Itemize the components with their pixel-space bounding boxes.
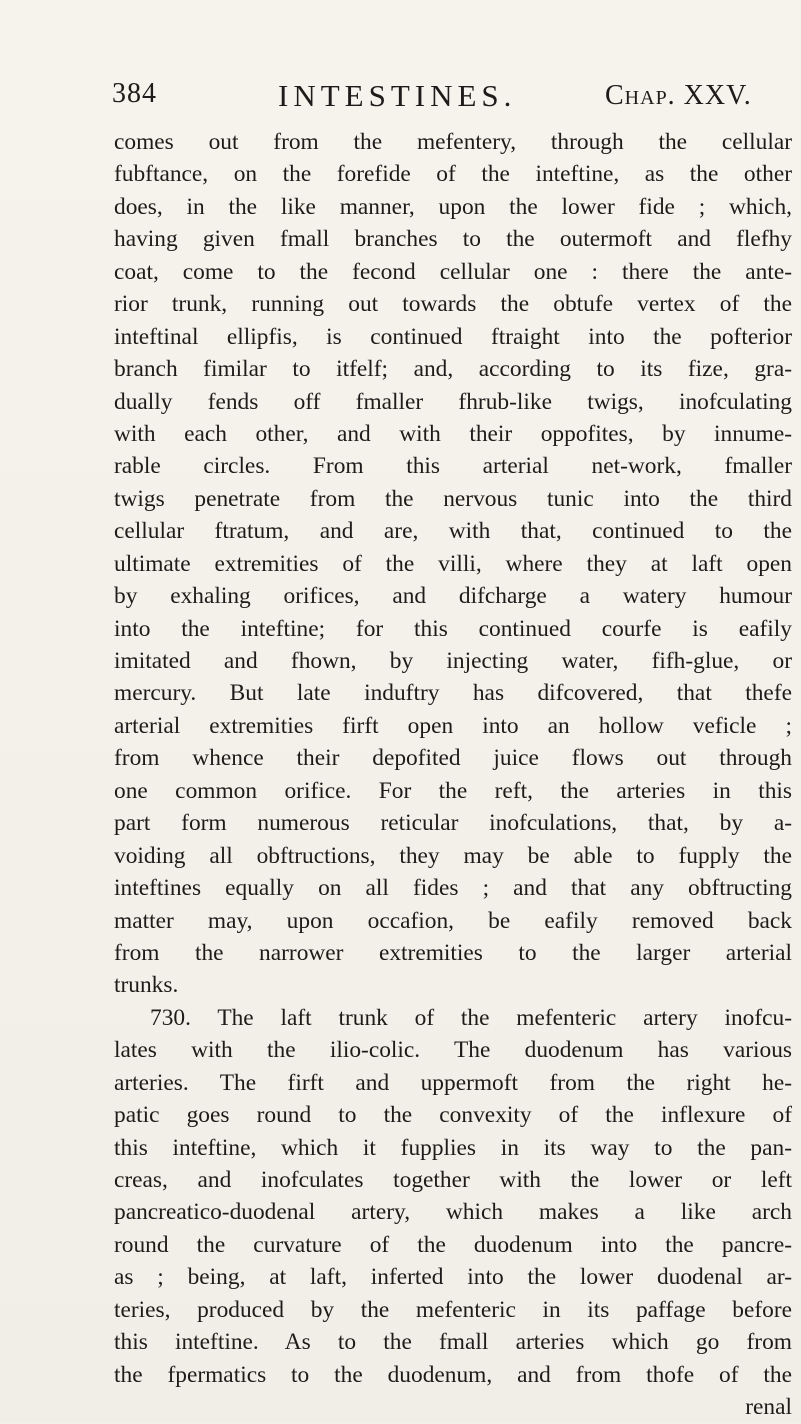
chapter-label: Chap. XXV. xyxy=(605,80,752,111)
text-line: inteftines equally on all fides ; and that any obftructing xyxy=(114,875,792,902)
text-line: as ; being, at laft, inferted into the lower duodenal ar- xyxy=(114,1264,792,1291)
text-line: matter may, upon occafion, be eafily removed back xyxy=(114,907,792,934)
text-line: twigs penetrate from the nervous tunic into the third xyxy=(114,485,792,512)
text-line: into the inteftine; for this continued courfe is eafily xyxy=(114,615,792,642)
text-line: round the curvature of the duodenum into the pancre- xyxy=(114,1231,792,1258)
text-line: dually fends off fmaller fhrub-like twigs, inofculating xyxy=(114,388,792,415)
text-line: patic goes round to the convexity of the inflexure of xyxy=(114,1102,792,1129)
paragraph-start-line: 730. The laft trunk of the mefenteric artery inofcu- xyxy=(150,1004,792,1031)
text-line: coat, come to the fecond cellular one : there the ante- xyxy=(114,258,792,285)
text-line: with each other, and with their oppofites, by innume- xyxy=(114,420,792,447)
text-line: comes out from the mefentery, through the cellular xyxy=(114,129,792,155)
text-line: rior trunk, running out towards the obtufe vertex of the xyxy=(114,291,792,318)
text-line: branch fimilar to itfelf; and, according to its fize, gra- xyxy=(114,356,792,383)
body-text xyxy=(114,126,792,1424)
text-line: having given fmall branches to the outermoft and flefhy xyxy=(114,226,792,253)
text-line: imitated and fhown, by injecting water, fifh-glue, or xyxy=(114,648,792,674)
text-line: one common orifice. For the reft, the arteries in this xyxy=(114,777,792,804)
text-line: pancreatico-duodenal artery, which makes a like arch xyxy=(114,1199,792,1226)
text-line: does, in the like manner, upon the lower fide ; which, xyxy=(114,193,792,220)
text-line: rable circles. From this arterial net-work, fmaller xyxy=(114,453,792,480)
page-header xyxy=(112,78,792,120)
text-line: arteries. The firft and uppermoft from the right he- xyxy=(114,1069,792,1096)
text-line: from the narrower extremities to the larger arterial xyxy=(114,939,792,966)
text-line: voiding all obftructions, they may be able to fupply the xyxy=(114,842,792,869)
text-line: inteftinal ellipfis, is continued ftraight into the pofterior xyxy=(114,323,792,350)
text-line: lates with the ilio-colic. The duodenum has various xyxy=(114,1037,792,1064)
text-line: this inteftine, which it fupplies in its way to the pan- xyxy=(114,1134,792,1161)
text-line: the fpermatics to the duodenum, and from thofe of the xyxy=(114,1361,792,1388)
text-line: trunks. xyxy=(114,972,179,999)
text-line: arterial extremities firft open into an hollow veficle ; xyxy=(114,712,792,739)
text-line: part form numerous reticular inofculations, that, by a- xyxy=(114,810,792,837)
text-line: from whence their depofited juice flows out through xyxy=(114,745,792,772)
text-line: ultimate extremities of the villi, where they at laft open xyxy=(114,550,792,577)
running-head: INTESTINES. xyxy=(278,78,517,113)
text-line: fubftance, on the forefide of the inteftine, as the other xyxy=(114,161,792,188)
text-line: by exhaling orifices, and difcharge a watery humour xyxy=(114,583,792,610)
text-line: creas, and inofculates together with the lower or left xyxy=(114,1167,792,1193)
text-line: mercury. But late induftry has difcovered, that thefe xyxy=(114,680,792,707)
catchword: renal xyxy=(745,1394,792,1421)
text-line: teries, produced by the mefenteric in its paffage before xyxy=(114,1296,792,1323)
text-line: this inteftine. As to the fmall arteries which go from xyxy=(114,1329,792,1356)
text-line: cellular ftratum, and are, with that, continued to the xyxy=(114,518,792,545)
page-number: 384 xyxy=(112,78,157,109)
